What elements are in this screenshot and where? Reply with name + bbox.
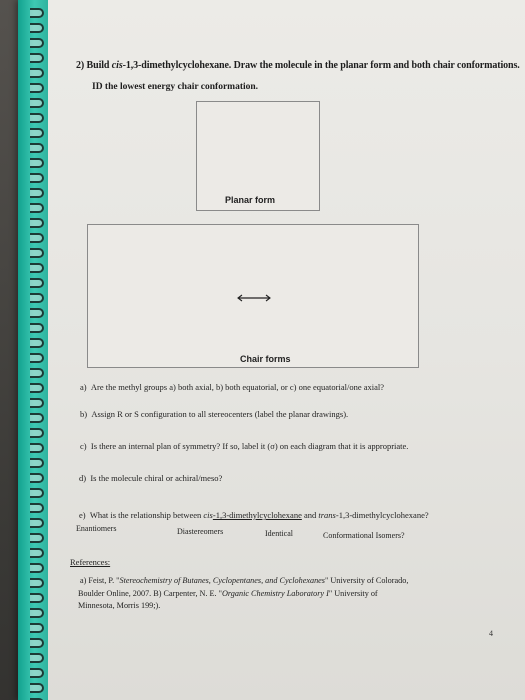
spiral-binding [18,0,48,700]
subquestion-text: What is the relationship between [89,510,204,520]
binding-ring [30,608,44,618]
reference-line-3: Minnesota, Morris 199;). [78,601,161,610]
binding-ring [30,233,44,243]
subquestion-c [80,441,408,451]
binding-ring [30,383,44,393]
chair-forms-label: Chair forms [240,354,291,364]
subquestion-text: Are the methyl groups a) both axial, b) both equatorial, or c) one equatorial/one axial? [90,382,385,392]
binding-ring [30,638,44,648]
question-instruction: Draw the molecule in the planar form and both chair conformations. [231,60,520,71]
subquestion-a [80,382,384,392]
binding-ring [30,548,44,558]
choice-diastereomers[interactable]: Diastereomers [177,527,224,536]
reference-title: Organic Chemistry Laboratory I [222,589,329,598]
binding-ring [30,458,44,468]
reference-line-1 [80,576,408,585]
reference-line-2 [78,589,378,598]
subquestion-text: Is the molecule chiral or achiral/meso? [90,473,223,483]
binding-ring [30,173,44,183]
choice-enantiomers[interactable]: Enantiomers [76,524,117,533]
conjunction: and [301,510,319,520]
binding-ring [30,113,44,123]
binding-ring [30,278,44,288]
binding-ring [30,38,44,48]
binding-ring [30,518,44,528]
binding-ring [30,263,44,273]
question-2-subline: ID the lowest energy chair conformation. [92,82,259,92]
binding-ring [30,8,44,18]
binding-ring [30,338,44,348]
binding-ring [30,143,44,153]
binding-ring [30,23,44,33]
binding-ring [30,248,44,258]
binding-ring [30,428,44,438]
binding-ring [30,368,44,378]
subquestion-d [79,473,222,483]
binding-ring [30,218,44,228]
subquestion-text: Assign R or S configuration to all stereocenters (label the planar drawings). [91,409,349,419]
binding-ring [30,653,44,663]
binding-ring [30,128,44,138]
reference-text: " University of [328,589,378,598]
binding-ring [30,353,44,363]
binding-ring [30,488,44,498]
subquestion-text: Is there an internal plan of symmetry? If so, label it (σ) on each diagram that it is appropriate. [90,441,409,451]
binding-ring [30,533,44,543]
binding-ring [30,503,44,513]
cis-prefix: cis [203,510,213,520]
binding-ring [30,308,44,318]
binding-ring [30,83,44,93]
question-2 [76,60,520,71]
planar-form-label: Planar form [225,195,276,205]
binding-ring [30,323,44,333]
compound-name: -1,3-dimethylcyclohexane. [122,60,232,71]
question-number: 2) [76,60,85,71]
planar-form-box[interactable] [196,101,320,211]
binding-ring [30,68,44,78]
binding-ring [30,578,44,588]
subquestion-b [80,409,348,419]
subquestion-marker: c) [80,441,87,451]
binding-ring [30,413,44,423]
trans-prefix: trans [318,510,336,520]
binding-ring [30,443,44,453]
subquestion-e [79,510,429,520]
page-number: 4 [489,629,493,638]
subquestion-marker: b) [80,409,88,419]
binding-ring [30,563,44,573]
binding-ring [30,623,44,633]
reference-title: Stereochemistry of Butanes, Cyclopentanes, and Cyclohexanes [119,576,325,585]
cis-compound: -1,3-dimethylcyclohexane [212,510,302,520]
binding-ring [30,398,44,408]
trans-compound: -1,3-dimethylcyclohexane? [335,510,429,520]
binding-ring [30,203,44,213]
subquestion-marker: d) [79,473,87,483]
binding-ring [30,158,44,168]
binding-ring [30,683,44,693]
choice-identical[interactable]: Identical [265,529,293,538]
cis-prefix: cis [111,60,123,71]
binding-ring [30,98,44,108]
subquestion-marker: e) [79,510,86,520]
binding-ring [30,53,44,63]
subquestion-marker: a) [80,382,87,392]
choice-conformational-isomers[interactable]: Conformational Isomers? [323,531,405,540]
binding-ring [30,593,44,603]
binding-ring [30,188,44,198]
reference-text: a) Feist, P. " [80,576,120,585]
reference-text: " University of Colorado, [324,576,409,585]
equilibrium-arrow-icon [236,290,272,300]
question-prefix: Build [86,60,112,71]
binding-ring [30,293,44,303]
binding-ring [30,668,44,678]
references-heading: References: [70,557,111,567]
reference-text: Boulder Online, 2007. B) Carpenter, N. E. " [78,589,222,598]
binding-ring [30,473,44,483]
